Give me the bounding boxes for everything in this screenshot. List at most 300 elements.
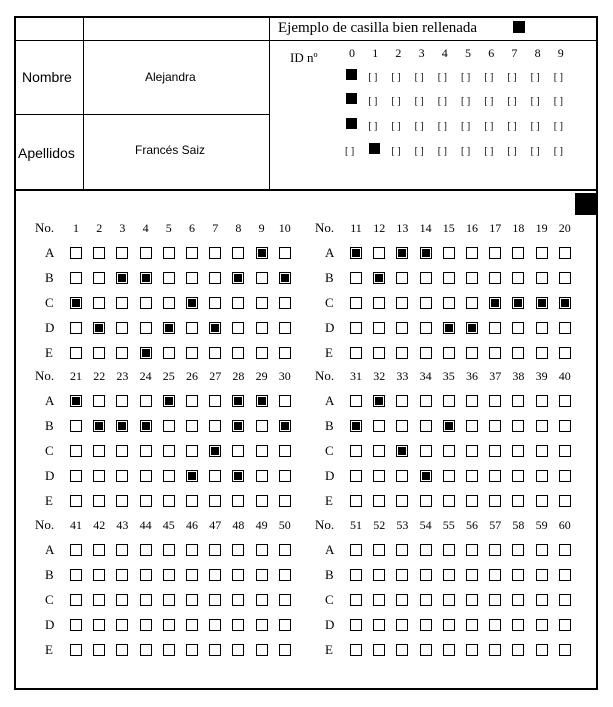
answer-box[interactable] (512, 247, 524, 259)
answer-box[interactable] (279, 569, 291, 581)
answer-box[interactable] (232, 347, 244, 359)
answer-box[interactable] (116, 297, 128, 309)
answer-box[interactable] (512, 445, 524, 457)
answer-box[interactable] (186, 445, 198, 457)
answer-box[interactable] (93, 644, 105, 656)
answer-box[interactable] (443, 247, 455, 259)
answer-box-marked[interactable] (232, 395, 244, 407)
answer-box[interactable] (443, 619, 455, 631)
answer-box[interactable] (466, 347, 478, 359)
answer-box[interactable] (256, 594, 268, 606)
answer-box[interactable] (232, 322, 244, 334)
answer-box[interactable] (489, 644, 501, 656)
id-cell-empty[interactable]: [ ] (368, 96, 378, 107)
answer-box[interactable] (116, 619, 128, 631)
id-cell-empty[interactable]: [ ] (530, 121, 540, 132)
answer-box[interactable] (373, 569, 385, 581)
answer-box[interactable] (559, 470, 571, 482)
answer-box[interactable] (559, 619, 571, 631)
answer-box[interactable] (256, 569, 268, 581)
answer-box[interactable] (186, 395, 198, 407)
answer-box[interactable] (420, 594, 432, 606)
answer-box[interactable] (70, 495, 82, 507)
id-cell-empty[interactable]: [ ] (553, 72, 563, 83)
answer-box[interactable] (163, 569, 175, 581)
answer-box[interactable] (350, 644, 362, 656)
answer-box[interactable] (396, 395, 408, 407)
answer-box[interactable] (466, 420, 478, 432)
answer-box[interactable] (70, 594, 82, 606)
answer-box[interactable] (373, 247, 385, 259)
answer-box[interactable] (186, 644, 198, 656)
answer-box[interactable] (396, 594, 408, 606)
answer-box[interactable] (420, 569, 432, 581)
answer-box-marked[interactable] (209, 445, 221, 457)
id-cell-empty[interactable]: [ ] (553, 121, 563, 132)
answer-box[interactable] (420, 395, 432, 407)
answer-box[interactable] (256, 544, 268, 556)
answer-box[interactable] (350, 395, 362, 407)
answer-box[interactable] (163, 297, 175, 309)
answer-box[interactable] (536, 644, 548, 656)
answer-box[interactable] (93, 247, 105, 259)
answer-box[interactable] (396, 420, 408, 432)
answer-box[interactable] (140, 395, 152, 407)
answer-box[interactable] (186, 347, 198, 359)
id-cell-empty[interactable]: [ ] (437, 121, 447, 132)
answer-box-marked[interactable] (350, 247, 362, 259)
answer-box[interactable] (443, 470, 455, 482)
answer-box[interactable] (489, 247, 501, 259)
answer-box[interactable] (256, 495, 268, 507)
answer-box[interactable] (396, 495, 408, 507)
answer-box[interactable] (559, 644, 571, 656)
answer-box[interactable] (163, 272, 175, 284)
answer-box[interactable] (116, 644, 128, 656)
answer-box[interactable] (512, 644, 524, 656)
answer-box[interactable] (489, 495, 501, 507)
answer-box[interactable] (536, 569, 548, 581)
answer-box-marked[interactable] (536, 297, 548, 309)
answer-box[interactable] (373, 445, 385, 457)
answer-box-marked[interactable] (466, 322, 478, 334)
answer-box[interactable] (209, 272, 221, 284)
answer-box[interactable] (536, 619, 548, 631)
answer-box[interactable] (163, 347, 175, 359)
answer-box-marked[interactable] (350, 420, 362, 432)
answer-box[interactable] (559, 420, 571, 432)
id-cell-empty[interactable]: [ ] (461, 146, 471, 157)
id-cell-empty[interactable]: [ ] (345, 146, 355, 157)
answer-box[interactable] (489, 470, 501, 482)
answer-box[interactable] (443, 569, 455, 581)
answer-box[interactable] (70, 644, 82, 656)
id-cell-filled[interactable] (346, 69, 357, 80)
answer-box[interactable] (116, 445, 128, 457)
id-cell-empty[interactable]: [ ] (414, 146, 424, 157)
answer-box[interactable] (70, 569, 82, 581)
answer-box[interactable] (116, 247, 128, 259)
answer-box[interactable] (512, 544, 524, 556)
answer-box[interactable] (536, 594, 548, 606)
answer-box[interactable] (186, 272, 198, 284)
answer-box[interactable] (466, 395, 478, 407)
answer-box[interactable] (279, 395, 291, 407)
answer-box[interactable] (489, 272, 501, 284)
answer-box-marked[interactable] (70, 395, 82, 407)
answer-box[interactable] (163, 247, 175, 259)
id-cell-empty[interactable]: [ ] (391, 72, 401, 83)
answer-box[interactable] (93, 544, 105, 556)
answer-box[interactable] (373, 644, 385, 656)
answer-box[interactable] (489, 594, 501, 606)
answer-box[interactable] (116, 569, 128, 581)
answer-box[interactable] (279, 470, 291, 482)
answer-box[interactable] (163, 495, 175, 507)
answer-box[interactable] (186, 594, 198, 606)
answer-box[interactable] (93, 619, 105, 631)
answer-box[interactable] (536, 395, 548, 407)
answer-box[interactable] (70, 272, 82, 284)
answer-box[interactable] (163, 644, 175, 656)
answer-box[interactable] (186, 322, 198, 334)
answer-box[interactable] (209, 470, 221, 482)
answer-box[interactable] (116, 594, 128, 606)
answer-box[interactable] (443, 395, 455, 407)
answer-box[interactable] (466, 247, 478, 259)
name-value[interactable]: Alejandra (145, 70, 196, 84)
answer-box[interactable] (256, 470, 268, 482)
answer-box-marked[interactable] (209, 322, 221, 334)
answer-box[interactable] (466, 297, 478, 309)
id-cell-empty[interactable]: [ ] (437, 72, 447, 83)
id-cell-empty[interactable]: [ ] (391, 146, 401, 157)
answer-box[interactable] (350, 322, 362, 334)
answer-box[interactable] (186, 619, 198, 631)
id-cell-empty[interactable]: [ ] (553, 146, 563, 157)
answer-box[interactable] (232, 445, 244, 457)
answer-box[interactable] (396, 322, 408, 334)
answer-box-marked[interactable] (93, 420, 105, 432)
answer-box[interactable] (489, 569, 501, 581)
answer-box[interactable] (350, 470, 362, 482)
id-cell-empty[interactable]: [ ] (391, 121, 401, 132)
answer-box[interactable] (512, 495, 524, 507)
answer-box[interactable] (443, 445, 455, 457)
answer-box[interactable] (140, 247, 152, 259)
answer-box[interactable] (489, 395, 501, 407)
answer-box-marked[interactable] (186, 297, 198, 309)
answer-box[interactable] (559, 495, 571, 507)
answer-box[interactable] (256, 644, 268, 656)
answer-box[interactable] (420, 322, 432, 334)
id-cell-empty[interactable]: [ ] (461, 121, 471, 132)
answer-box[interactable] (279, 247, 291, 259)
id-cell-empty[interactable]: [ ] (414, 96, 424, 107)
id-cell-empty[interactable]: [ ] (530, 146, 540, 157)
answer-box[interactable] (70, 619, 82, 631)
answer-box[interactable] (232, 569, 244, 581)
answer-box[interactable] (70, 544, 82, 556)
answer-box[interactable] (256, 272, 268, 284)
answer-box-marked[interactable] (373, 272, 385, 284)
id-cell-empty[interactable]: [ ] (414, 72, 424, 83)
answer-box[interactable] (279, 619, 291, 631)
answer-box[interactable] (186, 569, 198, 581)
answer-box[interactable] (209, 644, 221, 656)
answer-box[interactable] (116, 470, 128, 482)
answer-box[interactable] (140, 297, 152, 309)
answer-box[interactable] (116, 495, 128, 507)
answer-box[interactable] (373, 322, 385, 334)
answer-box[interactable] (443, 272, 455, 284)
answer-box[interactable] (420, 495, 432, 507)
answer-box[interactable] (232, 619, 244, 631)
answer-box[interactable] (559, 544, 571, 556)
id-cell-empty[interactable]: [ ] (530, 96, 540, 107)
answer-box[interactable] (373, 544, 385, 556)
answer-box[interactable] (559, 395, 571, 407)
answer-box[interactable] (396, 619, 408, 631)
answer-box[interactable] (466, 594, 478, 606)
answer-box[interactable] (350, 569, 362, 581)
answer-box[interactable] (559, 347, 571, 359)
answer-box[interactable] (209, 619, 221, 631)
answer-box[interactable] (536, 495, 548, 507)
answer-box-marked[interactable] (443, 322, 455, 334)
answer-box[interactable] (396, 297, 408, 309)
answer-box[interactable] (396, 544, 408, 556)
answer-box[interactable] (512, 272, 524, 284)
answer-box-marked[interactable] (443, 420, 455, 432)
answer-box[interactable] (279, 322, 291, 334)
answer-box[interactable] (512, 470, 524, 482)
answer-box[interactable] (140, 322, 152, 334)
answer-box-marked[interactable] (256, 247, 268, 259)
answer-box[interactable] (443, 544, 455, 556)
answer-box[interactable] (420, 347, 432, 359)
id-cell-empty[interactable]: [ ] (484, 121, 494, 132)
answer-box[interactable] (443, 594, 455, 606)
answer-box[interactable] (279, 297, 291, 309)
answer-box[interactable] (559, 322, 571, 334)
answer-box-marked[interactable] (420, 470, 432, 482)
answer-box[interactable] (396, 569, 408, 581)
answer-box[interactable] (559, 569, 571, 581)
id-cell-empty[interactable]: [ ] (368, 121, 378, 132)
answer-box[interactable] (279, 445, 291, 457)
id-cell-empty[interactable]: [ ] (484, 96, 494, 107)
answer-box[interactable] (420, 544, 432, 556)
answer-box[interactable] (373, 297, 385, 309)
id-cell-empty[interactable]: [ ] (484, 146, 494, 157)
answer-box[interactable] (140, 569, 152, 581)
id-cell-empty[interactable]: [ ] (507, 96, 517, 107)
answer-box[interactable] (256, 322, 268, 334)
id-cell-empty[interactable]: [ ] (437, 96, 447, 107)
answer-box[interactable] (420, 272, 432, 284)
answer-box-marked[interactable] (116, 272, 128, 284)
id-cell-filled[interactable] (346, 118, 357, 129)
answer-box[interactable] (116, 322, 128, 334)
id-cell-filled[interactable] (369, 143, 380, 154)
answer-box[interactable] (279, 495, 291, 507)
answer-box-marked[interactable] (373, 395, 385, 407)
answer-box[interactable] (93, 297, 105, 309)
answer-box[interactable] (466, 470, 478, 482)
answer-box[interactable] (350, 272, 362, 284)
answer-box[interactable] (489, 544, 501, 556)
answer-box-marked[interactable] (163, 322, 175, 334)
answer-box[interactable] (140, 544, 152, 556)
answer-box[interactable] (420, 445, 432, 457)
answer-box-marked[interactable] (70, 297, 82, 309)
answer-box[interactable] (512, 395, 524, 407)
answer-box[interactable] (93, 470, 105, 482)
answer-box[interactable] (396, 644, 408, 656)
answer-box[interactable] (140, 470, 152, 482)
answer-box[interactable] (350, 495, 362, 507)
answer-box[interactable] (443, 347, 455, 359)
answer-box[interactable] (466, 619, 478, 631)
answer-box[interactable] (536, 247, 548, 259)
answer-box[interactable] (373, 495, 385, 507)
answer-box-marked[interactable] (232, 470, 244, 482)
answer-box-marked[interactable] (140, 420, 152, 432)
answer-box[interactable] (232, 644, 244, 656)
answer-box[interactable] (512, 420, 524, 432)
id-cell-empty[interactable]: [ ] (530, 72, 540, 83)
answer-box[interactable] (163, 445, 175, 457)
answer-box[interactable] (140, 644, 152, 656)
answer-box[interactable] (420, 619, 432, 631)
answer-box-marked[interactable] (279, 272, 291, 284)
answer-box[interactable] (279, 594, 291, 606)
answer-box[interactable] (209, 544, 221, 556)
answer-box[interactable] (443, 644, 455, 656)
answer-box[interactable] (420, 420, 432, 432)
answer-box[interactable] (443, 297, 455, 309)
answer-box[interactable] (256, 297, 268, 309)
answer-box[interactable] (536, 322, 548, 334)
answer-box-marked[interactable] (512, 297, 524, 309)
answer-box[interactable] (116, 347, 128, 359)
answer-box[interactable] (350, 445, 362, 457)
answer-box[interactable] (536, 445, 548, 457)
answer-box[interactable] (232, 297, 244, 309)
answer-box[interactable] (489, 445, 501, 457)
answer-box[interactable] (420, 297, 432, 309)
answer-box[interactable] (209, 594, 221, 606)
answer-box-marked[interactable] (186, 470, 198, 482)
answer-box[interactable] (232, 594, 244, 606)
answer-box[interactable] (559, 594, 571, 606)
answer-box-marked[interactable] (232, 420, 244, 432)
answer-box-marked[interactable] (163, 395, 175, 407)
answer-box[interactable] (93, 569, 105, 581)
id-cell-filled[interactable] (346, 93, 357, 104)
answer-box[interactable] (489, 347, 501, 359)
answer-box[interactable] (93, 594, 105, 606)
answer-box-marked[interactable] (256, 395, 268, 407)
answer-box[interactable] (140, 594, 152, 606)
answer-box[interactable] (70, 420, 82, 432)
answer-box[interactable] (536, 544, 548, 556)
answer-box[interactable] (443, 495, 455, 507)
answer-box[interactable] (466, 644, 478, 656)
answer-box[interactable] (232, 247, 244, 259)
answer-box[interactable] (163, 470, 175, 482)
surname-value[interactable]: Francés Saiz (135, 143, 206, 157)
answer-box[interactable] (186, 544, 198, 556)
answer-box[interactable] (209, 420, 221, 432)
answer-box[interactable] (140, 495, 152, 507)
answer-box[interactable] (559, 272, 571, 284)
answer-box[interactable] (93, 272, 105, 284)
answer-box[interactable] (489, 619, 501, 631)
answer-box[interactable] (559, 247, 571, 259)
answer-box-marked[interactable] (93, 322, 105, 334)
answer-box-marked[interactable] (140, 272, 152, 284)
id-cell-empty[interactable]: [ ] (461, 96, 471, 107)
answer-box[interactable] (396, 347, 408, 359)
answer-box[interactable] (350, 619, 362, 631)
answer-box[interactable] (93, 495, 105, 507)
answer-box[interactable] (279, 544, 291, 556)
id-cell-empty[interactable]: [ ] (368, 72, 378, 83)
answer-box[interactable] (466, 544, 478, 556)
id-cell-empty[interactable]: [ ] (484, 72, 494, 83)
answer-box[interactable] (279, 347, 291, 359)
answer-box[interactable] (209, 569, 221, 581)
id-cell-empty[interactable]: [ ] (437, 146, 447, 157)
answer-box[interactable] (373, 594, 385, 606)
answer-box[interactable] (420, 644, 432, 656)
answer-box[interactable] (536, 420, 548, 432)
answer-box[interactable] (373, 347, 385, 359)
answer-box[interactable] (512, 322, 524, 334)
answer-box[interactable] (279, 644, 291, 656)
answer-box[interactable] (466, 445, 478, 457)
answer-box[interactable] (186, 495, 198, 507)
answer-box[interactable] (93, 445, 105, 457)
answer-box[interactable] (209, 247, 221, 259)
answer-box-marked[interactable] (116, 420, 128, 432)
answer-box[interactable] (209, 347, 221, 359)
id-cell-empty[interactable]: [ ] (461, 72, 471, 83)
answer-box[interactable] (466, 569, 478, 581)
id-cell-empty[interactable]: [ ] (507, 146, 517, 157)
answer-box-marked[interactable] (140, 347, 152, 359)
id-cell-empty[interactable]: [ ] (507, 72, 517, 83)
answer-box[interactable] (350, 347, 362, 359)
answer-box[interactable] (350, 544, 362, 556)
answer-box[interactable] (373, 420, 385, 432)
answer-box[interactable] (70, 247, 82, 259)
answer-box[interactable] (396, 470, 408, 482)
answer-box[interactable] (209, 395, 221, 407)
answer-box[interactable] (70, 470, 82, 482)
answer-box[interactable] (70, 322, 82, 334)
id-cell-empty[interactable]: [ ] (414, 121, 424, 132)
answer-box[interactable] (536, 272, 548, 284)
answer-box-marked[interactable] (396, 247, 408, 259)
answer-box[interactable] (512, 619, 524, 631)
answer-box[interactable] (373, 470, 385, 482)
id-cell-empty[interactable]: [ ] (553, 96, 563, 107)
answer-box[interactable] (116, 544, 128, 556)
answer-box[interactable] (373, 619, 385, 631)
